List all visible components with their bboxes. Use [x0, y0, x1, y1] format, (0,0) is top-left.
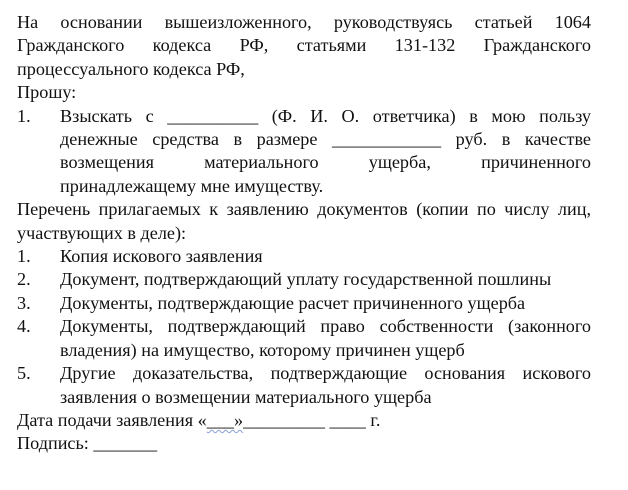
- request-label: Прошу:: [17, 82, 77, 103]
- intro-paragraph: На основании вышеизложенного, руководствуясь статьей 1064 Гражданского кодекса РФ, статьями 131-132 Гражданского процессуального кодекса РФ,: [17, 12, 591, 79]
- date-line-day: ___»: [206, 409, 244, 430]
- date-line: [17, 409, 591, 432]
- attachment-item-4: [17, 315, 591, 362]
- attachment-item-2-number: 2.: [17, 269, 31, 290]
- attachment-item-5: [17, 362, 591, 409]
- attachment-item-4-number: 4.: [17, 316, 31, 337]
- attachment-item-2: [17, 268, 591, 291]
- attachment-item-1-number: 1.: [17, 246, 31, 267]
- request-item-1-text: Взыскать с __________ (Ф. И. О. ответчика) в мою пользу денежные средства в размере ____________ руб. в качестве возмещения материального ущерба, причиненного принадлежащему мне имуществу.: [60, 105, 591, 196]
- attachment-item-4-text: Документы, подтверждающий право собственности (законного владения) на имущество, которому причинен ущерб: [60, 316, 591, 360]
- attachment-item-5-text: Другие доказательства, подтверждающие основания искового заявления о возмещении материального ущерба: [60, 363, 591, 407]
- attachment-item-3-number: 3.: [17, 292, 31, 313]
- signature-line: Подпись: _______: [17, 433, 158, 454]
- document-page: [17, 11, 591, 456]
- request-item-1: [17, 105, 591, 199]
- attachment-item-3-text: Документы, подтверждающие расчет причиненного ущерба: [60, 292, 526, 313]
- date-line-prefix: Дата подачи заявления «: [17, 409, 207, 430]
- attachment-item-5-number: 5.: [17, 363, 31, 384]
- attachments-intro: Перечень прилагаемых к заявлению документов (копии по числу лиц, участвующих в деле):: [17, 199, 591, 243]
- attachment-item-1-text: Копия искового заявления: [60, 246, 263, 267]
- attachment-item-3: [17, 292, 591, 315]
- attachment-item-2-text: Документ, подтверждающий уплату государственной пошлины: [60, 269, 552, 290]
- date-line-suffix: _________ ____ г.: [243, 409, 381, 430]
- request-item-1-number: 1.: [17, 105, 31, 126]
- attachment-item-1: [17, 245, 591, 268]
